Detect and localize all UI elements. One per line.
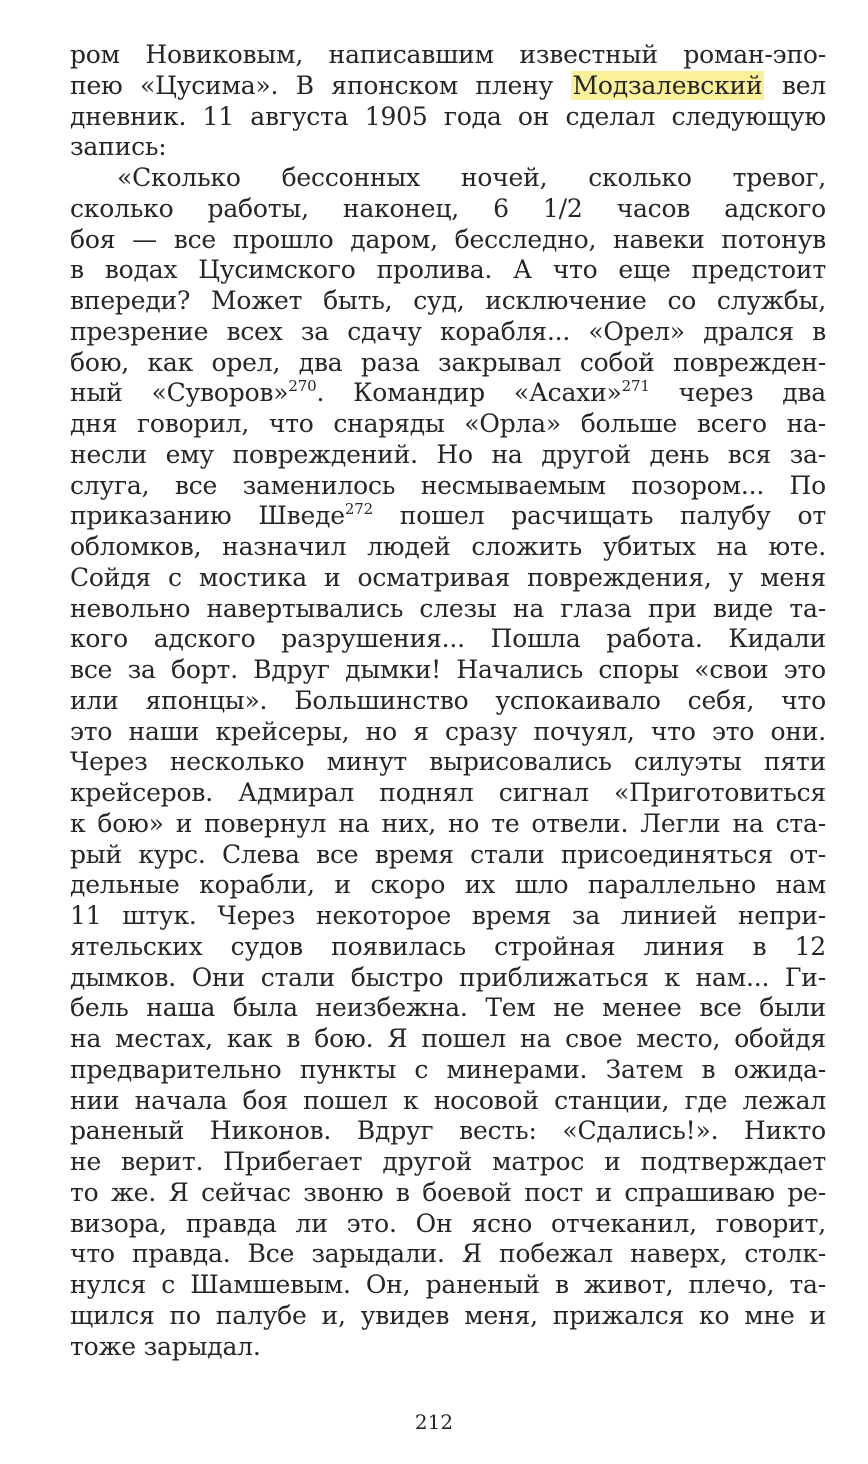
text-line [70, 132, 826, 163]
text-segment: Через несколько минут вырисовались силуэты пяти [70, 747, 826, 777]
text-segment: дельные корабли, и скоро их шло параллельно нам [70, 870, 826, 900]
text-segment: рый курс. Слева все время стали присоединяться от- [70, 839, 826, 869]
text-segment: . Командир «Асахи» [316, 378, 622, 408]
text-segment: ром Новиковым, написавшим известный роман-эпо- [70, 40, 826, 69]
text-segment: пошел расчищать палубу от [372, 501, 826, 531]
footnote-ref: 270 [288, 377, 317, 396]
text-segment: это наши крейсеры, но я сразу почуял, что это они. [70, 716, 826, 746]
text-line [70, 932, 826, 963]
text-line [70, 378, 826, 409]
text-segment: или японцы». Большинство успокаивало себя, что [70, 685, 826, 715]
text-segment: в водах Цусимского пролива. А что еще предстоит [70, 255, 826, 285]
text-line [70, 1055, 826, 1086]
text-segment: визора, правда ли это. Он ясно отчеканил, говорит, [70, 1208, 826, 1238]
text-segment: нулся с Шамшевым. Он, раненый в живот, плечо, та- [70, 1270, 826, 1299]
footnote-ref: 271 [621, 377, 650, 396]
text-segment: дневник. 11 августа 1905 года он сделал следующую [70, 101, 826, 131]
text-segment: к бою» и повернул на них, но те отвели. Легли на ста- [70, 808, 826, 838]
highlighted-name: Модзалевский [572, 70, 763, 100]
text-line [70, 532, 826, 563]
text-segment: щился по палубе и, увидев меня, прижался ко мне и [70, 1300, 826, 1330]
text-segment: то же. Я сейчас звоню в боевой пост и спрашиваю ре- [70, 1177, 826, 1207]
text-line [70, 1024, 826, 1055]
text-segment: обломков, назначил людей сложить убитых на юте. [70, 532, 826, 561]
text-line [70, 225, 826, 256]
text-segment: вел [764, 70, 826, 100]
text-segment: впереди? Может быть, суд, исключение со службы, [70, 286, 826, 315]
text-segment: приказанию Шведе [70, 501, 345, 531]
text-segment: 11 штук. Через некоторое время за линией непри- [70, 901, 826, 930]
text-line [70, 993, 826, 1024]
text-line [70, 655, 826, 686]
text-segment: пею «Цусима». В японском плену [70, 70, 571, 100]
text-segment: нии начала боя пошел к носовой станции, где лежал [70, 1085, 826, 1115]
text-segment: на местах, как в бою. Я пошел на свое место, обойдя [70, 1024, 826, 1053]
text-line [70, 194, 826, 225]
text-segment: сколько работы, наконец, 6 1/2 часов адского [70, 193, 826, 223]
text-line [70, 409, 826, 440]
text-segment: не верит. Прибегает другой матрос и подтверждает [70, 1147, 826, 1176]
text-segment: несли ему повреждений. Но на другой день вся за- [70, 439, 826, 469]
text-line [70, 1301, 826, 1332]
text-segment: предварительно пункты с минерами. Затем в ожида- [70, 1054, 826, 1084]
text-segment: дня говорил, что снаряды «Орла» больше всего на- [70, 409, 826, 438]
text-line [70, 255, 826, 286]
text-line [70, 809, 826, 840]
text-line [70, 594, 826, 625]
text-line [70, 1116, 826, 1147]
page-number: 212 [414, 1410, 454, 1434]
text-segment: через два [649, 378, 826, 408]
text-line [70, 317, 826, 348]
text-line [70, 440, 826, 471]
text-segment: крейсеров. Адмирал поднял сигнал «Приготовиться [70, 778, 826, 807]
text-line [70, 840, 826, 871]
text-segment: все за борт. Вдруг дымки! Начались споры «свои это [70, 655, 826, 684]
text-segment: бою, как орел, два раза закрывал собой поврежден- [70, 347, 826, 377]
footnote-ref: 272 [344, 500, 373, 519]
text-line [70, 286, 826, 317]
text-segment: ный «Суворов» [70, 378, 289, 408]
text-line [70, 870, 826, 901]
text-line [70, 747, 826, 778]
text-line [70, 1239, 826, 1270]
text-segment: «Сколько бессонных ночей, сколько тревог, [117, 163, 826, 192]
text-segment: Сойдя с мостика и осматривая повреждения, у меня [70, 562, 826, 592]
text-segment: слуга, все заменилось несмываемым позором... По [70, 470, 826, 500]
text-line [70, 901, 826, 932]
text-line [70, 778, 826, 809]
quote-first-line [70, 163, 826, 194]
text-segment: дымков. Они стали быстро приближаться к нам... Ги- [70, 962, 826, 992]
text-segment: что правда. Все зарыдали. Я побежал наверх, столк- [70, 1239, 826, 1269]
text-segment: презрение всех за сдачу корабля... «Орел» дрался в [70, 316, 826, 346]
text-line [70, 348, 826, 379]
text-line [70, 1332, 826, 1363]
text-line [70, 717, 826, 748]
text-segment: запись: [70, 132, 167, 162]
text-line [70, 71, 826, 102]
text-segment: тоже зарыдал. [70, 1331, 261, 1361]
text-line [70, 1270, 826, 1301]
text-line [70, 963, 826, 994]
text-line [70, 1209, 826, 1240]
text-line [70, 624, 826, 655]
text-line [70, 40, 826, 71]
text-line [70, 471, 826, 502]
text-segment: невольно навертывались слезы на глаза при виде та- [70, 593, 826, 623]
text-segment: бель наша была неизбежна. Тем не менее все были [70, 993, 826, 1023]
text-segment: ятельских судов появилась стройная линия в 12 [70, 931, 826, 961]
text-segment: раненый Никонов. Вдруг весть: «Сдались!». Никто [70, 1116, 826, 1146]
text-line [70, 686, 826, 717]
text-line [70, 102, 826, 133]
text-line [70, 563, 826, 594]
text-segment: боя — все прошло даром, бесследно, навеки потонув [70, 224, 826, 254]
text-segment: кого адского разрушения... Пошла работа. Кидали [70, 624, 826, 654]
text-line [70, 501, 826, 532]
text-line [70, 1178, 826, 1209]
body-text [70, 40, 826, 1362]
text-line [70, 1086, 826, 1117]
text-line [70, 1147, 826, 1178]
